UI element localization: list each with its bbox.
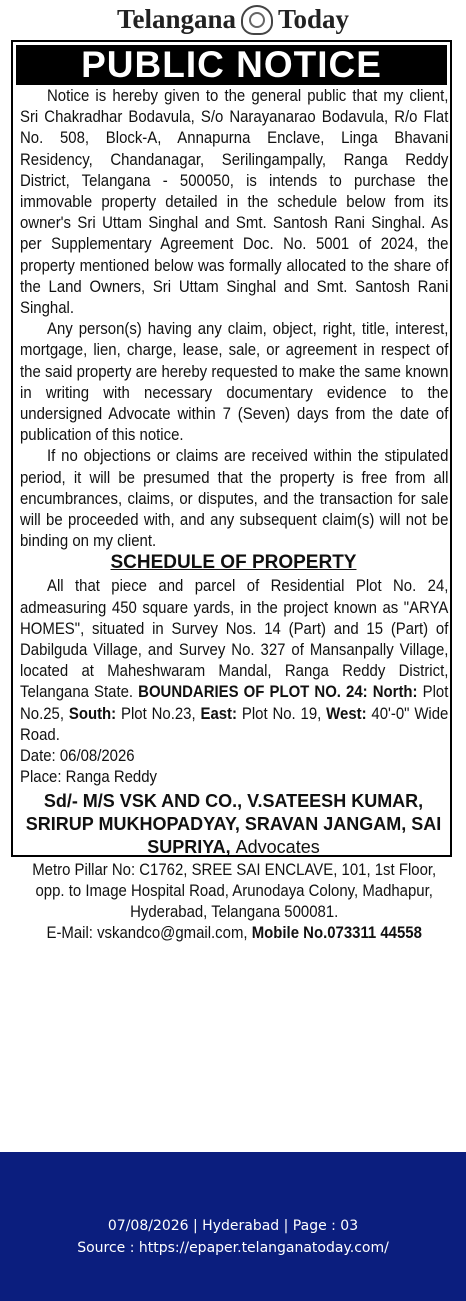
notice-title: PUBLIC NOTICE [16, 45, 447, 85]
notice-paragraph-2: Any person(s) having any claim, object, right, title, interest, mortgage, lien, charge, lease, sale, or agreement in respect of the said property are hereby requested to make the same known in writing with necessary documentary evidence to the undersigned Advocate within 7 (Seven) days from the date of publication of this notice. [20, 319, 449, 445]
schedule-description: All that piece and parcel of Residential Plot No. 24, admeasuring 450 square yards, in the project known as "ARYA HOMES", situated in Survey Nos. 14 (Part) and 15 (Part) of Dabilguda Village, and Survey No. 327 of Mansanpally Village, located at Maheshwaram Mandal, Ranga Reddy District, Telangana State. [20, 576, 449, 702]
date-line: Date: 06/08/2026 [20, 746, 135, 766]
advocate-address: Metro Pillar No: C1762, SREE SAI ENCLAVE, 101, 1st Floor, opp. to Image Hospital Road, Arunodaya Colony, Madhapur, Hyderabad, Telangana 500081. [32, 859, 437, 921]
footer-date-page: 07/08/2026 | Hyderabad | Page : 03 [107, 1218, 359, 1234]
signatory-names: Sd/- M/S VSK AND CO., V.SATEESH KUMAR, SRIRUP MUKHOPADYAY, SRAVAN JANGAM, SAI SUPRIYA, [25, 790, 442, 857]
schedule-text [20, 575, 448, 745]
notice-paragraph-3: If no objections or claims are received within the stipulated period, it will be presumed that the property is free from all encumbrances, claims, or disputes, and the transaction for sale will be proceeded with, and any subsequent claim(s) will not be binding on my client. [20, 446, 449, 551]
contact-line [20, 922, 448, 943]
schedule-heading: SCHEDULE OF PROPERTY [110, 552, 357, 574]
source-footer [0, 1152, 466, 1301]
north-value: Plot No.25, [20, 682, 449, 723]
east-label: East: [200, 703, 237, 723]
place-line: Place: Ranga Reddy [20, 767, 157, 787]
south-label: South: [68, 703, 117, 723]
masthead-name-left: Telangana [116, 3, 236, 34]
signatory-block [20, 790, 447, 859]
west-label: West: [326, 703, 367, 723]
masthead [0, 0, 466, 38]
mobile-text: Mobile No.073311 44558 [251, 923, 422, 943]
boundaries-label: BOUNDARIES OF PLOT NO. 24: [138, 682, 368, 702]
signatory-suffix: Advocates [235, 836, 320, 857]
emblem-icon [241, 5, 273, 35]
notice-paragraph-1: Notice is hereby given to the general public that my client, Sri Chakradhar Bodavula, S/o Narayanarao Bodavula, R/o Flat No. 508, Block-A, Annapurna Enclave, Linga Bhavani Residency, Chandanagar, Serilingampally, Ranga Reddy District, Telangana - 500050, is intends to purchase the immovable property detailed in the schedule below from its owner's Sri Uttam Singhal and Smt. Santosh Rani Singhal. As per Supplementary Agreement Doc. No. 5001 of 2024, the property mentioned below was formally allocated to the share of the Land Owners, Sri Uttam Singhal and Smt. Santosh Rani Singhal. [20, 86, 449, 318]
south-value: Plot No.23, [121, 703, 196, 723]
masthead-name-right: Today [278, 3, 350, 34]
west-value: 40'-0" Wide Road. [20, 703, 449, 744]
public-notice-box [11, 40, 452, 943]
north-label: North: [372, 682, 418, 702]
east-value: Plot No. 19, [241, 703, 322, 723]
email-text: E-Mail: vskandco@gmail.com, [46, 923, 248, 943]
footer-source-link[interactable]: Source : https://epaper.telanganatoday.com/ [77, 1240, 389, 1256]
